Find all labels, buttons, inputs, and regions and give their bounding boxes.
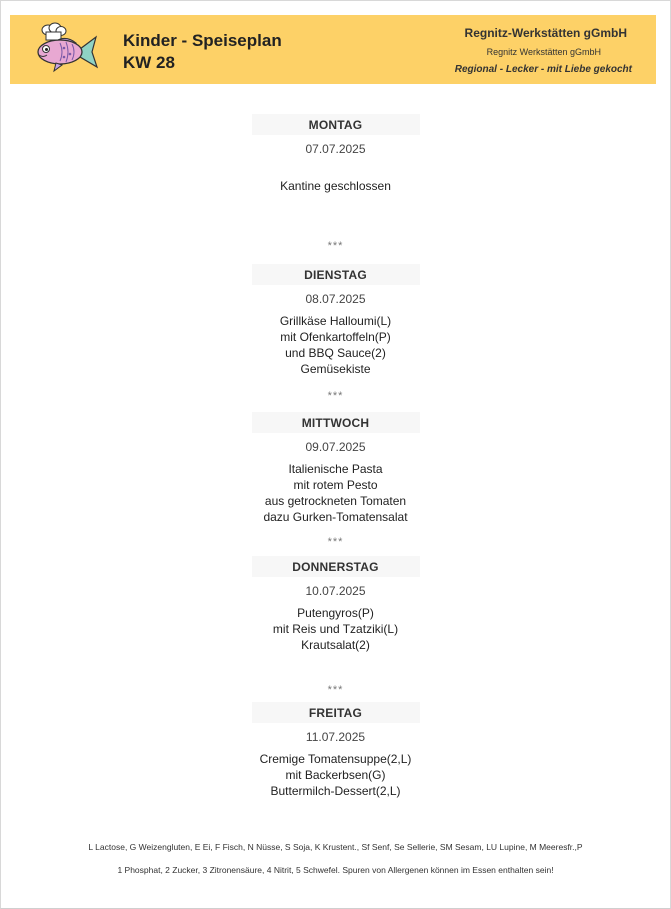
day-block-monday [0, 114, 671, 194]
day-block-thursday [0, 556, 671, 653]
day-date: 08.07.2025 [305, 292, 366, 306]
day-date: 07.07.2025 [305, 142, 366, 156]
menu-line: Kantine geschlossen [280, 179, 391, 193]
separator: *** [327, 684, 344, 696]
menu-list [0, 178, 671, 194]
menu-list [0, 605, 671, 653]
menu-line: und BBQ Sauce(2) [285, 346, 386, 360]
menu-list [0, 313, 671, 377]
day-date: 09.07.2025 [305, 440, 366, 454]
menu-line: Krautsalat(2) [301, 638, 370, 652]
company-slogan: Regional - Lecker - mit Liebe gekocht [454, 64, 632, 75]
allergen-legend: L Lactose, G Weizengluten, E Ei, F Fisch, N Nüsse, S Soja, K Krustent., Sf Senf, Se Sellerie, SM Sesam, LU Lupine, M Meeresfr.,P [88, 842, 583, 852]
chef-fish-logo-icon [30, 21, 110, 81]
day-name: DIENSTAG [252, 264, 420, 285]
day-date: 10.07.2025 [305, 584, 366, 598]
menu-line: Buttermilch-Dessert(2,L) [270, 784, 401, 798]
day-name: DONNERSTAG [252, 556, 420, 577]
day-block-tuesday [0, 264, 671, 377]
day-name: FREITAG [252, 702, 420, 723]
company-name: Regnitz-Werkstätten gGmbH [464, 26, 627, 40]
menu-line: Cremige Tomatensuppe(2,L) [259, 752, 412, 766]
menu-line: Gemüsekiste [300, 362, 371, 376]
day-name: MITTWOCH [252, 412, 420, 433]
menu-line: mit Ofenkartoffeln(P) [280, 330, 391, 344]
menu-line: mit Backerbsen(G) [285, 768, 386, 782]
menu-list [0, 461, 671, 525]
additive-legend: 1 Phosphat, 2 Zucker, 3 Zitronensäure, 4 Nitrit, 5 Schwefel. Spuren von Allergenen können im Essen enthalten sein! [117, 865, 554, 875]
day-date: 11.07.2025 [305, 730, 366, 744]
day-name: MONTAG [252, 114, 420, 135]
separator: *** [327, 536, 344, 548]
separator: *** [327, 240, 344, 252]
menu-line: dazu Gurken-Tomatensalat [263, 510, 408, 524]
menu-line: mit Reis und Tzatziki(L) [272, 622, 399, 636]
header-banner [10, 15, 656, 84]
separator: *** [327, 390, 344, 402]
menu-line: Putengyros(P) [297, 606, 374, 620]
menu-list [0, 751, 671, 799]
page-title: Kinder - Speiseplan [123, 31, 282, 50]
company-subtitle: Regnitz Werkstätten gGmbH [486, 47, 601, 57]
menu-line: mit rotem Pesto [293, 478, 378, 492]
menu-line: Italienische Pasta [288, 462, 383, 476]
menu-line: Grillkäse Halloumi(L) [279, 314, 392, 328]
menu-line: aus getrockneten Tomaten [264, 494, 407, 508]
day-block-wednesday [0, 412, 671, 525]
day-block-friday [0, 702, 671, 799]
week-label: KW 28 [123, 53, 175, 72]
